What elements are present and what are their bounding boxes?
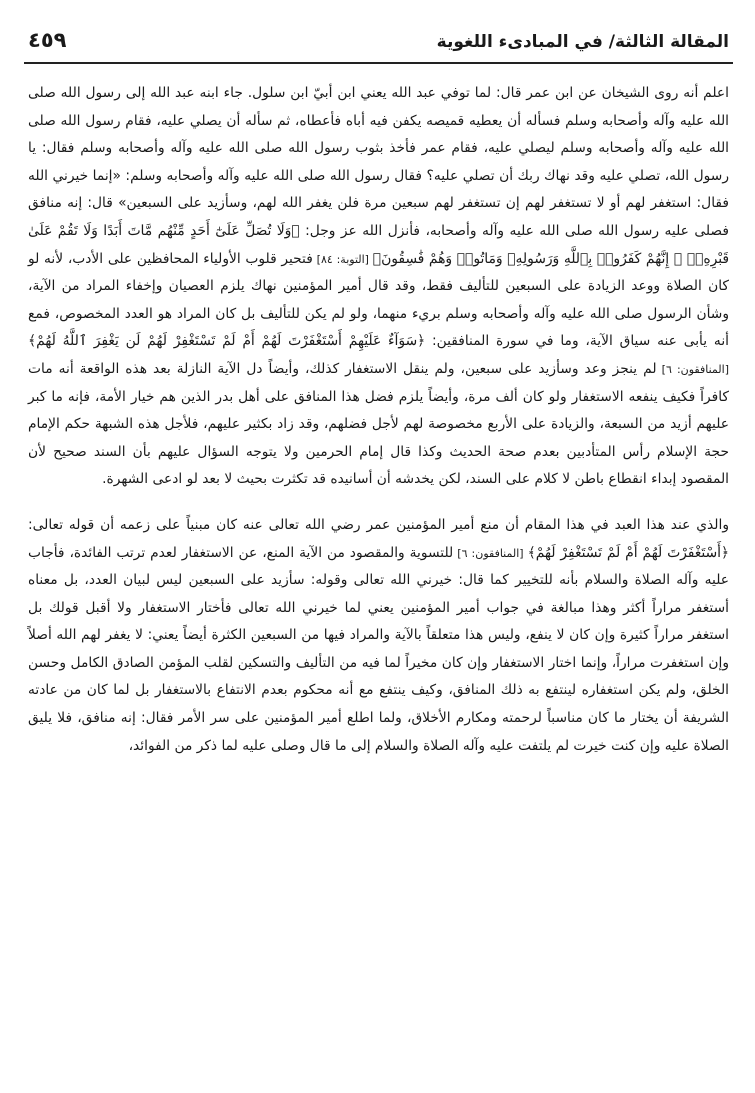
quran-verse: ﴿وَلَا تُصَلِّ عَلَىٰٓ أَحَدٍ مِّنْهُم مَّاتَ أَبَدًا وَلَا تَقُمْ عَلَىٰ قَبْرِهِۦٓ ۖ إِنَّهُمْ كَفَرُوا۟ بِٱللَّهِ وَرَسُولِهِۦ وَمَاتُوا۟ وَهُمْ فَٰسِقُونَ﴾ [28, 222, 729, 267]
text-segment: والذي عند هذا العبد في هذا المقام أن منع أمير المؤمنين عمر رضي الله تعالى عنه كان مبنياً على زعمه أن قوله تعالى: [28, 516, 729, 533]
page-header [24, 28, 733, 64]
text-segment: للتسوية والمقصود من الآية المنع، عن الاستغفار لعدم ترتب الفائدة، فأجاب عليه وآله الصلاة والسلام بأنه للتخيير كما قال: خيرني الله تعالى وقوله: سأزيد على السبعين ليس لبيان العدد، بل معناه أستغفر مراراً أكثر وهذا مبالغة في جواب أمير المؤمنين يعني لما خيرني الله تعالى فأختار الاستغفار ولا أقبل قولك بل استغفر مراراً كثيرة وإن كان لا ينفع، وليس هذا متعلقاً بالآية والمراد فيها من السبعين الكثرة أيضاً يعني: لا يغفر لهم الله أصلاً وإن استغفرت مراراً، وإنما اختار الاستغفار وإن كان مخيراً لما فيه من التأليف والتسكين لقلب المؤمن الصادق الكامل وحسن الخلق، ولم يكن استغفاره لينتفع به ذلك المنافق، وكيف ينتفع مع أنه محكوم بعدم الانتفاع بالاستغفار بل لما كان من عادته الشريفة أن يختار ما كان مناسباً لرحمته ومكارم الأخلاق، ولما اطلع أمير المؤمنين على سر الأمر فقال: إنه منافق، فلا يليق الصلاة عليه وإن كنت خيرت لم يلتفت عليه وآله الصلاة والسلام إلى ما قال وصلى عليه لما ذكر من الفوائد، [28, 544, 729, 754]
page-number: ٤٥٩ [28, 28, 67, 52]
verse-reference: [المنافقون: ٦] [453, 546, 528, 560]
body-text [24, 80, 733, 760]
text-segment: لم ينجز وعد وسأزيد على سبعين، ولم ينقل الاستغفار كذلك، وأيضاً دل الآية النازلة بعد هذه الواقعة أنه مات كافراً فكيف ينفعه الاستغفار ولو كان ألف مرة، وأيضاً يلزم فضل هذا المنافق على أهل بدر الذين هم خيار الأمة، فإنه ما كبر عليهم أزيد من السبعة، والزيادة على الأربع مخصوصة لهم لأجل فضلهم، وقد زاد بكثير عليهم، فلأجل هذه الشبهة حكم الإمام حجة الإسلام رأس المتأدبين بعدم صحة الحديث وكذا قال إمام الحرمين ولا يتوجه السؤال عليهم بأن السند صحيح لأن المقصود إبداء انقطاع باطن لا كلام على السند، لكن يخدشه أن أسانيده قد تكثرت بحيث لا بعد لو ادعى الشهرة. [28, 360, 729, 488]
page [24, 28, 733, 1083]
paragraph-2 [28, 512, 729, 760]
quran-verse: ﴿أَسْتَغْفَرْتَ لَهُمْ أَمْ لَمْ تَسْتَغْفِرْ لَهُمْ﴾ [527, 544, 730, 561]
text-segment: فتحير قلوب الأولياء المحافظين على الأدب، لأنه لو كان الصلاة ووعد الزيادة على السبعين للتأليف فقط، وقد قال أمير المؤمنين نهاك يلزم العصيان وإخفاء المراد من الآية، وشأن الرسول صلى الله عليه وآله وأصحابه وسلم بريء منهما، ولو لم يكن للتأليف بل كان المراد هو العدد المخصوص، فمع أنه يأبى عنه سياق الآية، وما في سورة المنافقين: [28, 250, 729, 350]
verse-reference: [المنافقون: ٦] [656, 362, 729, 376]
quran-verse: ﴿سَوَآءٌ عَلَيْهِمْ أَسْتَغْفَرْتَ لَهُمْ أَمْ لَمْ تَسْتَغْفِرْ لَهُمْ لَن يَغْفِرَ ٱللَّهُ لَهُمْ﴾ [28, 333, 426, 350]
running-title: المقالة الثالثة/ في المبادىء اللغوية [436, 32, 729, 52]
verse-reference: [التوبة: ٨٤] [312, 252, 373, 266]
text-segment: اعلم أنه روى الشيخان عن ابن عمر قال: لما توفي عبد الله يعني ابن أبيّ ابن سلول. جاء ابنه عبد الله إلى رسول الله صلى الله عليه وآله وأصحابه وسلم فسأله أن يعطيه قميصه يكفن فيه أباه فأعطاه، ثم سأله أن يصلي عليه، فقام رسول الله صلى الله عليه وآله وأصحابه وسلم ليصلي عليه، فقام عمر فأخذ بثوب رسول الله صلى الله عليه وآله وأصحابه وسلم فقال: يا رسول الله، تصلي عليه وقد نهاك ربك أن تصلي عليه؟ فقال رسول الله صلى الله عليه وآله وأصحابه وسلم: «إنما خيرني الله فقال: استغفر لهم أو لا تستغفر لهم إن تستغفر لهم سبعين مرة فلن يغفر الله لهم، وسأزيد على السبعين» قال: إنه منافق فصلى عليه رسول الله صلى الله عليه وآله وأصحابه، فأنزل الله عز وجل: [28, 85, 729, 239]
paragraph-1 [28, 80, 729, 494]
